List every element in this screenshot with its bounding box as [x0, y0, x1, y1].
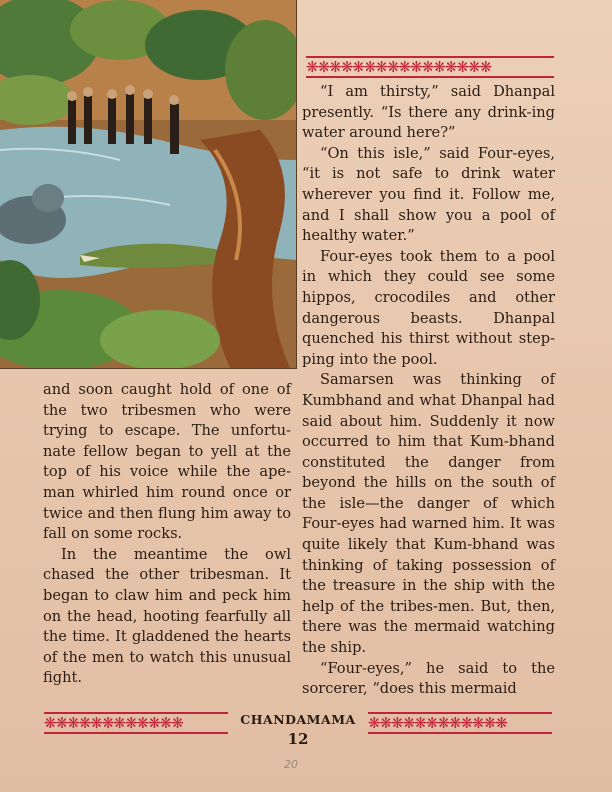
paragraph: In the meantime the owl chased the other tribesman. It began to claw him and peck him on the head, hooting fearfully all the time. It gladdened the hearts of the men to watch this unusual fight. [43, 545, 291, 687]
paragraph: Samarsen was thinking of Kumbhand and what Dhanpal had said about him. Suddenly it now occurred to him that Kum-bhand constituted the danger from beyond the hills on the south of the isle—the danger of which Four-eyes had warned him. It was quite likely that Kum-bhand was thinking of taking possession of the treasure in the ship with the help of the tribes-men. But, then, there was the mermaid watching the ship. [302, 371, 555, 657]
illustration-art [0, 0, 296, 368]
paragraph: “I am thirsty,” said Dhanpal presently. “Is there any drink-ing water around here?” [302, 83, 555, 142]
ornament-border-bottom-left: ❋❋❋❋❋❋❋❋❋❋❋❋ [44, 712, 228, 734]
paragraph: “On this isle,” said Four-eyes, “it is not safe to drink water wherever you find it. Follow me, and I shall show you a pool of healthy water.” [302, 144, 555, 245]
right-text-column [302, 82, 555, 700]
paragraph: “Four-eyes,” he said to the sorcerer, “does this mermaid [302, 659, 555, 698]
left-text-column [43, 380, 291, 689]
page-number: 12 [287, 730, 309, 748]
paragraph: and soon caught hold of one of the two tribesmen who were trying to escape. The unfortu-nate fellow began to yell at the top of his voice while the ape-man whirled him round once or twice and then flung him away to fall on some rocks. [43, 381, 291, 543]
ornament-border-top: ❋❋❋❋❋❋❋❋❋❋❋❋❋❋❋❋ [306, 56, 554, 78]
paragraph: Four-eyes took them to a pool in which they could see some hippos, crocodiles and other dangerous beasts. Dhanpal quenched his thirst without step-ping into the pool. [302, 247, 555, 368]
pencil-mark: 20 [284, 758, 298, 771]
ornament-border-bottom-right: ❋❋❋❋❋❋❋❋❋❋❋❋ [368, 712, 552, 734]
magazine-title: CHANDAMAMA [240, 712, 356, 727]
jungle-scene-illustration [0, 0, 297, 369]
